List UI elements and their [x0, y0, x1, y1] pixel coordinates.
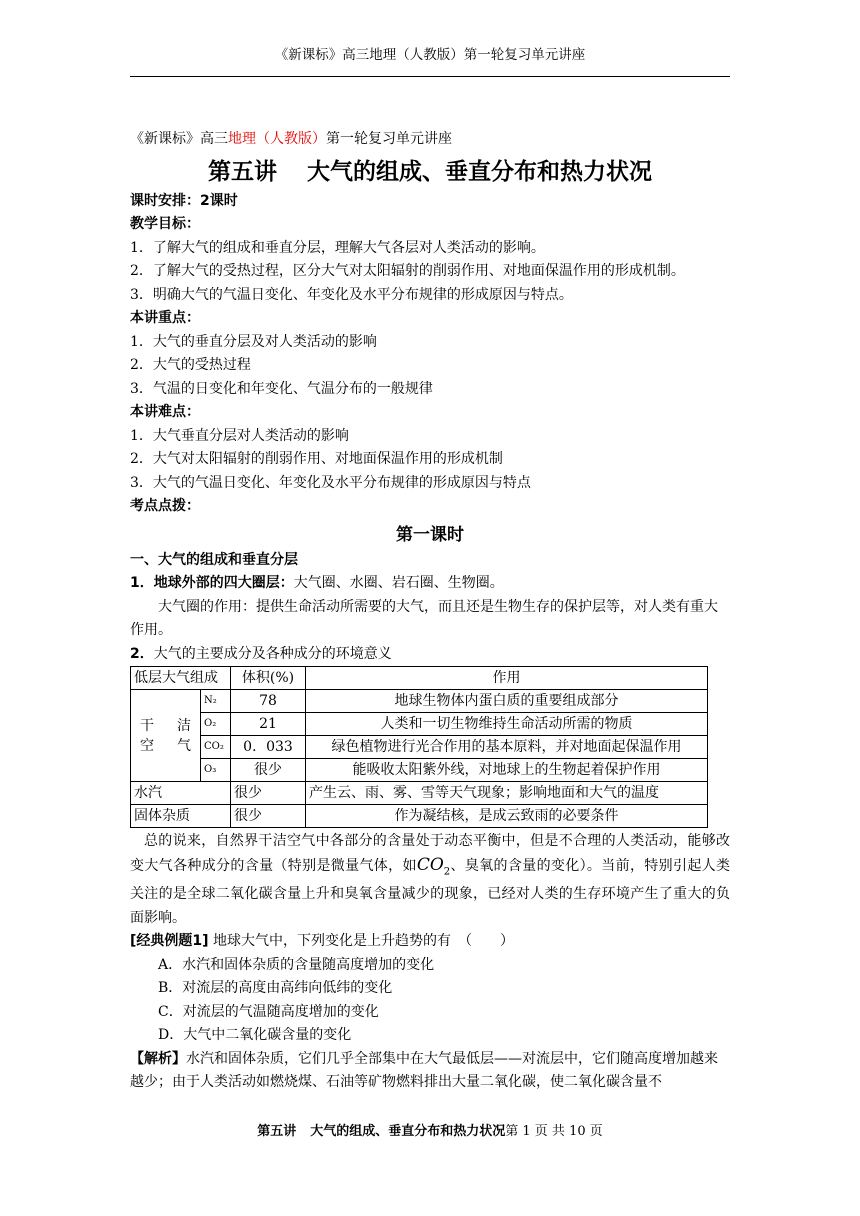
subtitle-part3: 第一轮复习单元讲座: [326, 131, 452, 147]
goal-item: 1．了解大气的组成和垂直分层，理解大气各层对人类活动的影响。: [130, 239, 545, 256]
footer-title: 大气的组成、垂直分布和热力状况: [310, 1124, 506, 1139]
example-label: [经典例题1]: [130, 933, 209, 950]
lesson-heading: 第一课时: [396, 524, 464, 545]
composition-table: [130, 666, 708, 828]
table-row: [131, 782, 708, 805]
point-1-text: 大气圈、水圈、岩石圈、生物圈。: [293, 575, 504, 591]
group-char: 干: [140, 717, 154, 734]
paragraph-atmosphere-role: 大气圈的作用：提供生命活动所需要的大气，而且还是生物生存的保护层等，对人类有重大作用。: [130, 598, 718, 638]
lecture-number: 第五讲: [208, 158, 277, 185]
table-row: [131, 759, 708, 782]
point-1-label: 1．地球外部的四大圈层：: [130, 575, 294, 591]
point-2-text: 大气的主要成分及各种成分的环境意义: [153, 645, 392, 662]
page-footer: [130, 1120, 730, 1139]
component-cell: 水汽: [131, 782, 231, 805]
gas-cell: O₂: [201, 713, 231, 736]
header-rule: [130, 76, 730, 77]
volume-cell: 78: [231, 690, 306, 713]
difficulty-item: 3．大气的气温日变化、年变化及水平分布规律的形成原因与特点: [130, 474, 531, 491]
page-number: 第 1 页 共 10 页: [505, 1124, 603, 1139]
analysis-text: 水汽和固体杂质，它们几乎全部集中在大气最低层——对流层中，它们随高度增加越来越少；由于人类活动如燃烧煤、石油等矿物燃料排出大量二氧化碳，使二氧化碳含量不: [130, 1050, 718, 1091]
analysis-label: 【解析】: [130, 1050, 186, 1067]
option-d: D．大气中二氧化碳含量的变化: [158, 1027, 352, 1044]
table-header-cell: 作用: [306, 667, 708, 690]
schedule-value: 2课时: [200, 192, 238, 209]
footer-lecture-number: 第五讲: [257, 1124, 297, 1139]
schedule-line: [130, 190, 730, 214]
co2-main: CO: [416, 854, 444, 875]
example-question: [130, 930, 730, 954]
lecture-topic: 大气的组成、垂直分布和热力状况: [307, 158, 652, 185]
example-question-text: 地球大气中，下列变化是上升趋势的有: [213, 933, 451, 950]
key-point-item: 1．大气的垂直分层及对人类活动的影响: [130, 333, 377, 350]
lecture-title: [130, 156, 730, 188]
goal-item: 2．了解大气的受热过程，区分大气对太阳辐射的削弱作用、对地面保温作用的形成机制。: [130, 263, 685, 279]
option-a: A．水汽和固体杂质的含量随高度增加的变化: [158, 956, 435, 973]
difficulties-label: 本讲难点：: [130, 404, 200, 420]
schedule-label: 课时安排：: [130, 192, 200, 209]
key-point-item: 2．大气的受热过程: [130, 357, 251, 373]
point-2: [130, 643, 730, 667]
role-cell: 地球生物体内蛋白质的重要组成部分: [306, 690, 708, 713]
subtitle-red-part: 地理（人教版）: [228, 131, 326, 147]
role-cell: 绿色植物进行光合作用的基本原料，并对地面起保温作用: [306, 736, 708, 759]
section-heading: 一、大气的组成和垂直分层: [130, 551, 298, 568]
option-b: B．对流层的高度由高纬向低纬的变化: [158, 980, 393, 997]
paragraph-text: 总的说来，自然界干洁空气中各部分的含量处于动态平衡中，但是不合理的人类活动，能够改变大气各种成分的含量（特别是微量气体，如: [130, 833, 730, 874]
goal-item: 3．明确大气的气温日变化、年变化及水平分布规律的形成原因与特点。: [130, 286, 573, 303]
role-cell: 作为凝结核，是成云致雨的必要条件: [306, 805, 708, 828]
subtitle-part1: 《新课标》高三: [130, 131, 228, 147]
role-cell: 人类和一切生物维持生命活动所需的物质: [306, 713, 708, 736]
document-body: [130, 128, 730, 1095]
table-header-cell: 低层大气组成: [131, 667, 231, 690]
component-cell: 固体杂质: [131, 805, 231, 828]
volume-cell: 很少: [231, 782, 306, 805]
group-char: 空: [140, 737, 154, 754]
difficulty-item: 2．大气对太阳辐射的削弱作用、对地面保温作用的形成机制: [130, 451, 503, 467]
gas-cell: N₂: [201, 690, 231, 713]
key-points-label: 本讲重点：: [130, 310, 200, 326]
answer-bracket: （ ）: [465, 933, 514, 950]
co2-formula: [417, 855, 450, 875]
volume-cell: 0．033: [231, 736, 306, 759]
point-2-label: 2．: [130, 645, 154, 662]
role-cell: 产生云、雨、雾、雪等天气现象；影响地面和大气的温度: [306, 782, 708, 805]
group-char: 洁: [177, 717, 191, 734]
table-row: [131, 736, 708, 759]
key-point-item: 3．气温的日变化和年变化、气温分布的一般规律: [130, 380, 433, 397]
table-row: [131, 805, 708, 828]
goals-label: 教学目标：: [130, 216, 200, 232]
subtitle-line: [130, 128, 730, 152]
point-1: [130, 572, 730, 596]
volume-cell: 很少: [231, 805, 306, 828]
difficulty-item: 1．大气垂直分层对人类活动的影响: [130, 427, 349, 444]
exam-points-label: 考点点拨：: [130, 498, 200, 514]
table-row: [131, 713, 708, 736]
co2-subscript: 2: [443, 865, 451, 877]
group-char: 气: [177, 737, 191, 754]
gas-cell: O₃: [201, 759, 231, 782]
option-c: C．对流层的气温随高度增加的变化: [158, 1003, 379, 1020]
volume-cell: 21: [231, 713, 306, 736]
analysis: [130, 1048, 730, 1095]
role-cell: 能吸收太阳紫外线，对地球上的生物起着保护作用: [306, 759, 708, 782]
dry-air-group-cell: [131, 690, 201, 782]
page-header: 《新课标》高三地理（人教版）第一轮复习单元讲座: [274, 47, 586, 63]
paragraph-text: 、臭氧的含量的变化）。当前，特别引起人类关注的是全球二氧化碳含量上升和臭氧含量减少的现象，已经对人类的生存环境产生了重大的负面影响。: [130, 857, 731, 926]
table-header-row: [131, 667, 708, 690]
paragraph-human-impact: [130, 830, 730, 930]
table-row: [131, 690, 708, 713]
volume-cell: 很少: [231, 759, 306, 782]
table-header-cell: 体积(%): [231, 667, 306, 690]
gas-cell: CO₂: [201, 736, 231, 759]
